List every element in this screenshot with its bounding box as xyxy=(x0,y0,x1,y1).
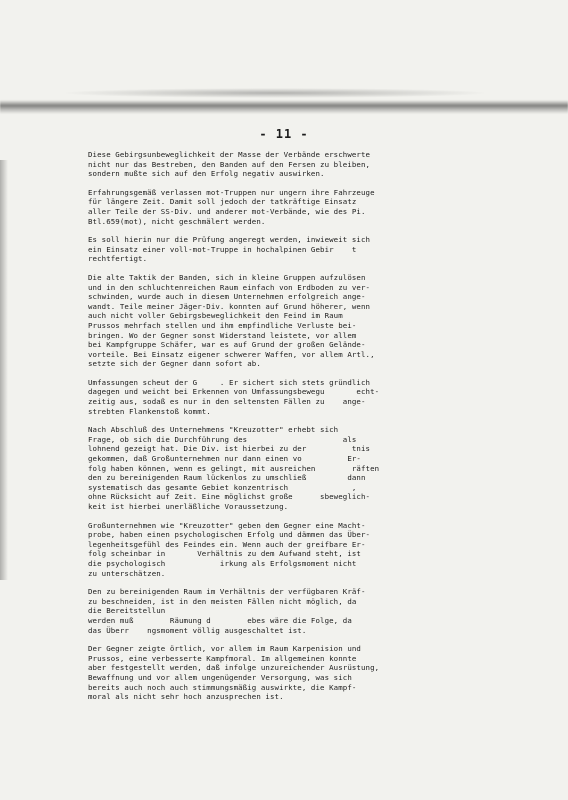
text-line: Den zu bereinigenden Raum im Verhältnis der verfügbaren Kräf- xyxy=(88,587,366,597)
text-line: Die alte Taktik der Banden, sich in kleine Gruppen aufzulösen xyxy=(88,272,366,282)
text-line: bringen. Wo der Gegner sonst Widerstand leistete, vor allem xyxy=(88,330,357,340)
text-line: zu unterschätzen. xyxy=(88,568,166,578)
paragraph xyxy=(88,521,540,579)
text-line: Der Gegner zeigte örtlich, vor allem im Raum Karpenision und xyxy=(88,644,361,654)
text-line: legenheitsgefühl des Feindes ein. Wenn auch der greifbare Er- xyxy=(88,539,366,549)
text-line: Prussos mehrfach stellen und ihm empfindliche Verluste bei- xyxy=(88,320,357,330)
paragraph xyxy=(88,150,540,179)
text-line: Es soll hierin nur die Prüfung angeregt werden, inwieweit sich xyxy=(88,235,371,245)
text-line: strebten Flankenstoß kommt. xyxy=(88,406,211,416)
text-line: bereits auch noch auch stimmungsmäßig auswirkte, die Kampf- xyxy=(88,682,357,692)
text-line: aller Teile der SS-Div. und anderer mot-Verbände, wie des Pi. xyxy=(88,206,366,216)
text-line: und in den schluchtenreichen Raum einfach von Erdboden zu ver- xyxy=(88,282,371,292)
text-line: probe, haben einen psychologischen Erfolg und dämmen das Über- xyxy=(88,530,371,540)
text-line: bei Kampfgruppe Schäfer, war es auf Grund der großen Gelände- xyxy=(88,340,366,350)
text-line: lohnend gezeigt hat. Die Div. ist hierbei zu der tnis xyxy=(88,444,371,454)
text-line: folg scheinbar in Verhältnis zu dem Aufwand steht, ist xyxy=(88,549,361,559)
text-line: werden muß Räumung d ebes wäre die Folge, da xyxy=(88,615,352,625)
text-line: schwinden, wurde auch in diesem Unternehmen erfolgreich ange- xyxy=(88,292,366,302)
text-line: das Überr ngsmoment völlig ausgeschaltet ist. xyxy=(88,625,307,635)
text-line: gekommen, daß Großunternehmen nur dann einen vo Er- xyxy=(88,454,361,464)
text-line: vorteile. Bei Einsatz eigener schwerer Waffen, vor allem Artl., xyxy=(88,349,375,359)
scan-smudge xyxy=(60,88,490,98)
text-line: Umfassungen scheut der G . Er sichert sich stets gründlich xyxy=(88,377,371,387)
text-line: sondern mußte sich auf den Erfolg negativ auswirken. xyxy=(88,169,325,179)
text-line: ohne Rücksicht auf Zeit. Eine möglichst große sbeweglich- xyxy=(88,492,371,502)
text-line: dagegen und weicht bei Erkennen von Umfassungsbewegu echt- xyxy=(88,387,380,397)
paragraph xyxy=(88,425,540,511)
scan-edge-shadow xyxy=(0,100,568,114)
document-body xyxy=(88,150,540,711)
text-line: setzte sich der Gegner dann sofort ab. xyxy=(88,359,261,369)
text-line: Btl.659(mot), nicht geschmälert werden. xyxy=(88,216,266,226)
text-line: Bewaffnung und vor allem ungenügender Versorgung, was sich xyxy=(88,672,352,682)
text-line: aber festgestellt werden, daß infolge unzureichender Ausrüstung, xyxy=(88,663,380,673)
text-line: den zu bereinigenden Raum lückenlos zu umschließ dann xyxy=(88,473,366,483)
text-line: ein Einsatz einer voll-mot-Truppe in hochalpinen Gebir t xyxy=(88,244,357,254)
text-line: folg haben können, wenn es gelingt, mit ausreichen räften xyxy=(88,463,380,473)
text-line: systematisch das gesamte Gebiet konzentrisch , xyxy=(88,482,357,492)
text-line: wandt. Teile meiner Jäger-Div. konnten auf Grund höherer, wenn xyxy=(88,301,371,311)
paragraph xyxy=(88,188,540,226)
text-line: moral als nicht sehr hoch anzusprechen ist. xyxy=(88,692,284,702)
paragraph xyxy=(88,378,540,416)
text-line: für längere Zeit. Damit soll jedoch der tatkräftige Einsatz xyxy=(88,197,357,207)
text-line: Frage, ob sich die Durchführung des als xyxy=(88,434,357,444)
text-line: nicht nur das Bestreben, den Banden auf den Fersen zu bleiben, xyxy=(88,159,371,169)
paragraph xyxy=(88,273,540,369)
text-line: zeitig aus, sodaß es nur in den seltensten Fällen zu ange- xyxy=(88,397,366,407)
text-line: Erfahrungsgemäß verlassen mot-Truppen nur ungern ihre Fahrzeuge xyxy=(88,187,375,197)
paragraph xyxy=(88,587,540,635)
text-line: rechtfertigt. xyxy=(88,254,148,264)
text-line: keit ist hierbei unerläßliche Voraussetzung. xyxy=(88,502,289,511)
page-number: - 11 - xyxy=(259,127,309,141)
text-line: die psychologisch irkung als Erfolgsmoment nicht xyxy=(88,558,357,568)
text-line: auch nicht voller Gebirgsbeweglichkeit den Feind im Raum xyxy=(88,311,343,321)
text-line: die Bereitstellun xyxy=(88,606,352,616)
text-line: Nach Abschluß des Unternehmens "Kreuzotter" erhebt sich xyxy=(88,425,371,435)
paragraph xyxy=(88,235,540,264)
left-margin-shadow xyxy=(0,160,8,580)
paragraph xyxy=(88,644,540,702)
text-line: Prussos, eine verbesserte Kampfmoral. Im allgemeinen konnte xyxy=(88,653,357,663)
text-line: Diese Gebirgsunbeweglichkeit der Masse der Verbände erschwerte xyxy=(88,150,371,159)
text-line: zu beschneiden, ist in den meisten Fällen nicht möglich, da xyxy=(88,596,357,606)
text-line: Großunternehmen wie "Kreuzotter" geben dem Gegner eine Macht- xyxy=(88,520,366,530)
